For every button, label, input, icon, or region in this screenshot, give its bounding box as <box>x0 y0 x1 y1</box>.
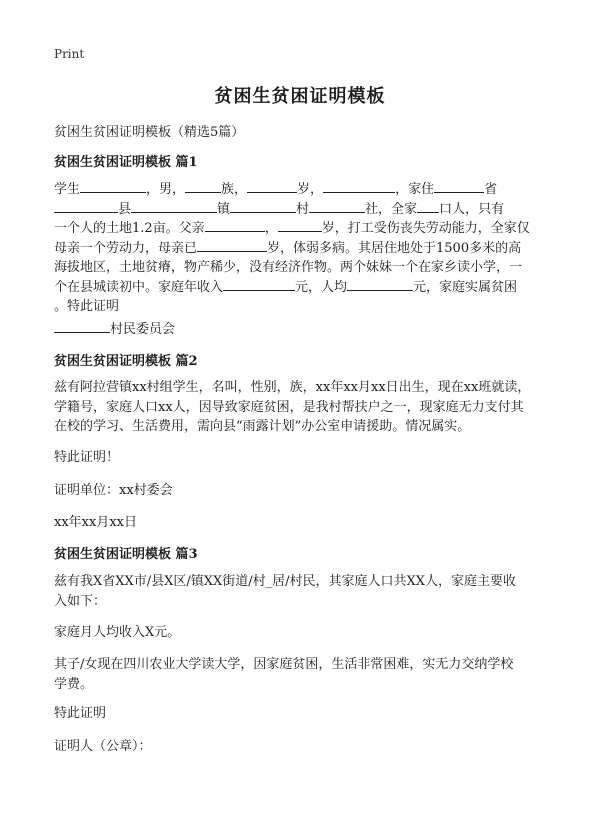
form-line-2: 县 镇 村 社，全家 口人，只有 <box>54 200 548 220</box>
form-line-6: 个在县城读初中。家庭年收入 元，人均 元，家庭实属贫困 <box>54 279 518 295</box>
form-line-5: 海拔地区，土地贫瘠，物产稀少，没有经济作物。两个妹妹一个在家乡读小学，一 <box>54 260 523 275</box>
section-2-certify: 特此证明！ <box>54 450 120 465</box>
section-3-income: 家庭月人均收入X元。 <box>54 625 181 640</box>
section-3-signature: 证明人（公章）： <box>54 739 152 754</box>
form-line-3: 一个人的土地1.2亩。父亲 ， 岁，打工受伤丧失劳动能力，全家仅 <box>54 221 530 236</box>
section-2-body: 兹有阿拉营镇xx村组学生，名叫，性别，族，xx年xx月xx日出生，现在xx班就读， 学籍号，家庭人口xx人，因导致家庭贫困，是我村帮扶户之一，现家庭无力支付其 在校的学习、生活费用，需向县“雨露计划”办公室申请援助。情况属实。 <box>54 380 531 434</box>
section-1-heading: 贫困生贫困证明模板 篇1 <box>54 155 198 170</box>
form-line-7: 。特此证明 <box>54 299 120 314</box>
section-1-signoff: 村民委员会 <box>54 320 548 340</box>
section-3-body: 兹有我X省XX市/县X区/镇XX街道/村_居/村民，其家庭人口共XX人，家庭主要收 入如下： <box>54 574 517 609</box>
section-2-heading: 贫困生贫困证明模板 篇2 <box>54 354 198 369</box>
document-title: 贫困生贫困证明模板 <box>214 86 386 107</box>
print-link[interactable]: Print <box>54 47 85 61</box>
section-2-issuer: 证明单位：xx村委会 <box>54 483 173 498</box>
form-line-1: 学生 ，男， 族， 岁， ，家住 省 <box>54 182 498 197</box>
section-2-date: xx年xx月xx日 <box>54 515 137 530</box>
section-3-reason: 其子/女现在四川农业大学读大学，因家庭贫困，生活非常困难，实无力交纳学校 学费。 <box>54 657 514 692</box>
section-3-heading: 贫困生贫困证明模板 篇3 <box>54 547 198 562</box>
section-1-form <box>54 180 548 317</box>
document-subtitle: 贫困生贫困证明模板（精选5篇） <box>54 125 245 140</box>
form-line-4: 母亲一个劳动力，母亲已 岁，体弱多病。其居住地处于1500多米的高 <box>54 240 522 256</box>
section-3-certify: 特此证明 <box>54 706 107 721</box>
